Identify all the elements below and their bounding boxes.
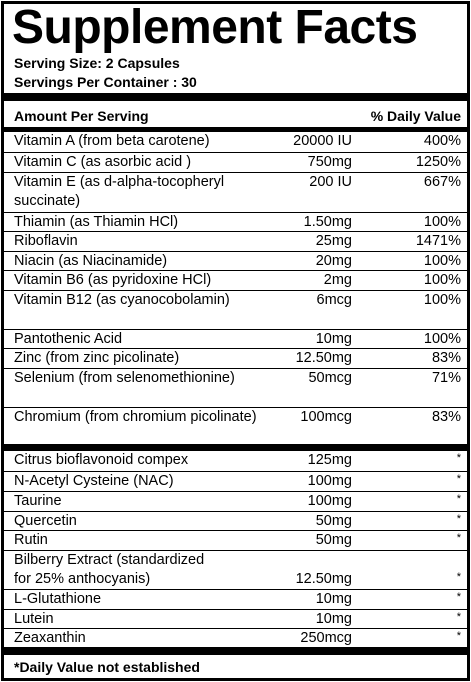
- nutrient-row: [4, 132, 467, 151]
- nutrient-row: [4, 251, 467, 271]
- nutrient-daily-value: 1250%: [415, 154, 461, 170]
- nutrient-name: Zeaxanthin: [14, 630, 86, 646]
- nutrient-amount: 100mg: [307, 473, 352, 489]
- nutrient-name: N-Acetyl Cysteine (NAC): [14, 473, 174, 489]
- nutrient-amount: 10mg: [315, 331, 352, 347]
- nutrient-daily-value: 100%: [423, 292, 461, 308]
- nutrient-row: [4, 231, 467, 251]
- nutrient-row: [4, 407, 467, 445]
- panel-title: Supplement Facts: [12, 1, 418, 54]
- nutrient-row: [4, 511, 467, 531]
- nutrient-daily-value: *: [456, 532, 461, 544]
- nutrient-name: Quercetin: [14, 513, 77, 529]
- supplement-facts-panel: [1, 1, 470, 681]
- nutrient-amount: 10mg: [315, 611, 352, 627]
- thick-divider-middle: [4, 444, 467, 451]
- nutrient-amount: 100mg: [307, 493, 352, 509]
- nutrient-daily-value: *: [456, 611, 461, 623]
- nutrient-amount: 125mg: [307, 452, 352, 468]
- nutrient-amount: 20000 IU: [293, 133, 352, 149]
- nutrient-name: Niacin (as Niacinamide): [14, 253, 168, 269]
- nutrient-amount: 2mg: [323, 272, 352, 288]
- nutrient-daily-value: 83%: [431, 350, 461, 366]
- nutrient-name: Riboflavin: [14, 233, 78, 249]
- nutrient-name: Taurine: [14, 493, 62, 509]
- nutrient-amount: 12.50mg: [295, 571, 352, 587]
- serving-size: Serving Size: 2 Capsules: [14, 55, 180, 71]
- nutrient-row: [4, 570, 467, 589]
- nutrient-row: [4, 212, 467, 232]
- nutrient-name: Pantothenic Acid: [14, 331, 123, 347]
- nutrient-amount: 200 IU: [309, 174, 352, 190]
- nutrient-amount: 50mg: [315, 532, 352, 548]
- nutrient-amount: 25mg: [315, 233, 352, 249]
- nutrient-name: Vitamin E (as d-alpha-tocopheryl succinate): [14, 174, 225, 209]
- nutrient-name: for 25% anthocyanis): [14, 571, 151, 587]
- nutrient-daily-value: 100%: [423, 253, 461, 269]
- nutrient-daily-value: *: [456, 571, 461, 583]
- nutrient-row: [4, 491, 467, 511]
- thick-divider-bottom: [4, 647, 467, 655]
- nutrient-amount: 1.50mg: [303, 214, 352, 230]
- nutrient-daily-value: 100%: [423, 331, 461, 347]
- nutrient-row: [4, 628, 467, 648]
- nutrient-daily-value: *: [456, 630, 461, 642]
- nutrient-row: [4, 451, 467, 470]
- thick-divider-top: [4, 93, 467, 101]
- nutrient-name: Vitamin A (from beta carotene): [14, 133, 210, 149]
- nutrient-name: Vitamin B6 (as pyridoxine HCl): [14, 272, 212, 288]
- nutrient-row: [4, 530, 467, 551]
- nutrient-row: [4, 589, 467, 609]
- nutrient-row: [4, 329, 467, 349]
- servings-per-container: Servings Per Container : 30: [14, 74, 197, 90]
- nutrient-row: [4, 609, 467, 629]
- nutrient-amount: 100mcg: [300, 409, 352, 425]
- nutrient-name: L-Glutathione: [14, 591, 102, 607]
- amount-per-serving-header: Amount Per Serving: [14, 108, 149, 124]
- nutrient-daily-value: 400%: [423, 133, 461, 149]
- nutrient-name: Chromium (from chromium picolinate): [14, 409, 257, 425]
- nutrient-amount: 12.50mg: [295, 350, 352, 366]
- nutrient-amount: 750mg: [307, 154, 352, 170]
- nutrient-amount: 50mcg: [308, 370, 352, 386]
- nutrient-daily-value: *: [456, 452, 461, 464]
- nutrient-amount: 6mcg: [316, 292, 352, 308]
- nutrient-daily-value: 1471%: [415, 233, 461, 249]
- nutrient-daily-value: 667%: [423, 174, 461, 190]
- nutrient-daily-value: *: [456, 473, 461, 485]
- nutrient-name: Thiamin (as Thiamin HCl): [14, 214, 179, 230]
- nutrient-amount: 20mg: [315, 253, 352, 269]
- nutrient-name: Lutein: [14, 611, 54, 627]
- nutrient-daily-value: *: [456, 591, 461, 603]
- footnote: *Daily Value not established: [14, 659, 200, 675]
- nutrient-daily-value: 83%: [431, 409, 461, 425]
- nutrient-name: Rutin: [14, 532, 48, 548]
- nutrient-daily-value: 71%: [431, 370, 461, 386]
- nutrient-row: [4, 270, 467, 290]
- nutrient-name: Selenium (from selenomethionine): [14, 370, 235, 386]
- nutrient-name: Vitamin B12 (as cyanocobolamin): [14, 292, 230, 308]
- nutrient-row: [4, 290, 467, 330]
- nutrient-daily-value: 100%: [423, 214, 461, 230]
- nutrient-name: Vitamin C (as asorbic acid ): [14, 154, 192, 170]
- nutrient-row: [4, 152, 467, 172]
- nutrient-daily-value: *: [456, 493, 461, 505]
- nutrient-name: Zinc (from zinc picolinate): [14, 350, 180, 366]
- nutrient-row: [4, 172, 467, 212]
- nutrient-amount: 50mg: [315, 513, 352, 529]
- nutrient-name: Bilberry Extract (standardized: [14, 552, 205, 568]
- nutrient-amount: 250mcg: [300, 630, 352, 646]
- daily-value-header: % Daily Value: [370, 108, 461, 124]
- nutrient-row: [4, 471, 467, 491]
- nutrient-amount: 10mg: [315, 591, 352, 607]
- nutrient-row: [4, 550, 467, 571]
- nutrient-daily-value: 100%: [423, 272, 461, 288]
- nutrient-name: Citrus bioflavonoid compex: [14, 452, 189, 468]
- nutrient-row: [4, 368, 467, 408]
- nutrient-row: [4, 348, 467, 368]
- nutrient-daily-value: *: [456, 513, 461, 525]
